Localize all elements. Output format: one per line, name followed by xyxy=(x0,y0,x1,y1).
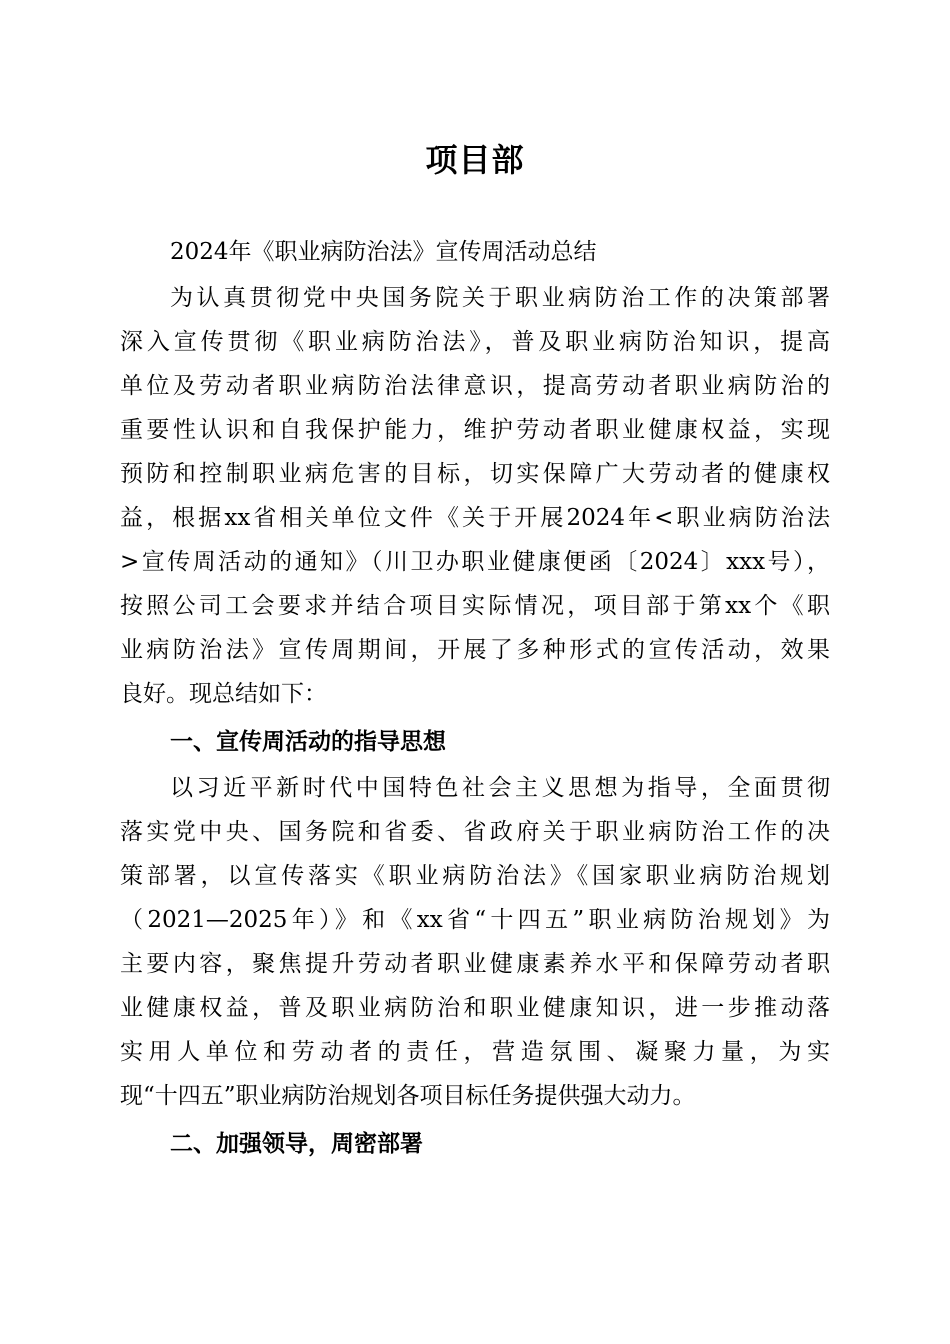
section1-line: 主要内容，聚焦提升劳动者职业健康素养水平和保障劳动者职 xyxy=(120,951,830,977)
section-heading-2: 二、加强领导，周密部署 xyxy=(170,1131,423,1157)
section1-line: 策部署，以宣传落实《职业病防治法》《国家职业病防治规划 xyxy=(120,863,830,889)
intro-line: 深入宣传贯彻《职业病防治法》，普及职业病防治知识，提高 xyxy=(120,329,830,355)
section1-line: （2021—2025年）》和《xx省“十四五”职业病防治规划》为 xyxy=(120,907,830,933)
intro-line: 为认真贯彻党中央国务院关于职业病防治工作的决策部署 xyxy=(170,285,830,311)
intro-line: 重要性认识和自我保护能力，维护劳动者职业健康权益，实现 xyxy=(120,417,830,443)
section1-line: 现“十四五”职业病防治规划各项目标任务提供强大动力。 xyxy=(120,1083,696,1109)
page-title: 项目部 xyxy=(425,141,525,179)
intro-line: 益，根据xx省相关单位文件《关于开展2024年<职业病防治法 xyxy=(120,505,830,531)
intro-line: >宣传周活动的通知》（川卫办职业健康便函〔2024〕xxx号）， xyxy=(120,549,830,575)
intro-line: 按照公司工会要求并结合项目实际情况，项目部于第xx个《职 xyxy=(120,593,830,619)
section1-line: 落实党中央、国务院和省委、省政府关于职业病防治工作的决 xyxy=(120,819,830,845)
section1-line: 业健康权益，普及职业病防治和职业健康知识，进一步推动落 xyxy=(120,995,830,1021)
intro-line: 预防和控制职业病危害的目标，切实保障广大劳动者的健康权 xyxy=(120,461,830,487)
intro-line: 业病防治法》宣传周期间，开展了多种形式的宣传活动，效果 xyxy=(120,637,830,663)
document-subtitle: 2024年《职业病防治法》宣传周活动总结 xyxy=(170,239,597,265)
section1-line: 以习近平新时代中国特色社会主义思想为指导，全面贯彻 xyxy=(170,775,830,801)
intro-line: 良好。现总结如下： xyxy=(120,681,327,707)
section-heading-1: 一、宣传周活动的指导思想 xyxy=(170,729,446,755)
intro-line: 单位及劳动者职业病防治法律意识，提高劳动者职业病防治的 xyxy=(120,373,830,399)
section1-line: 实用人单位和劳动者的责任，营造氛围、凝聚力量，为实 xyxy=(120,1039,830,1065)
